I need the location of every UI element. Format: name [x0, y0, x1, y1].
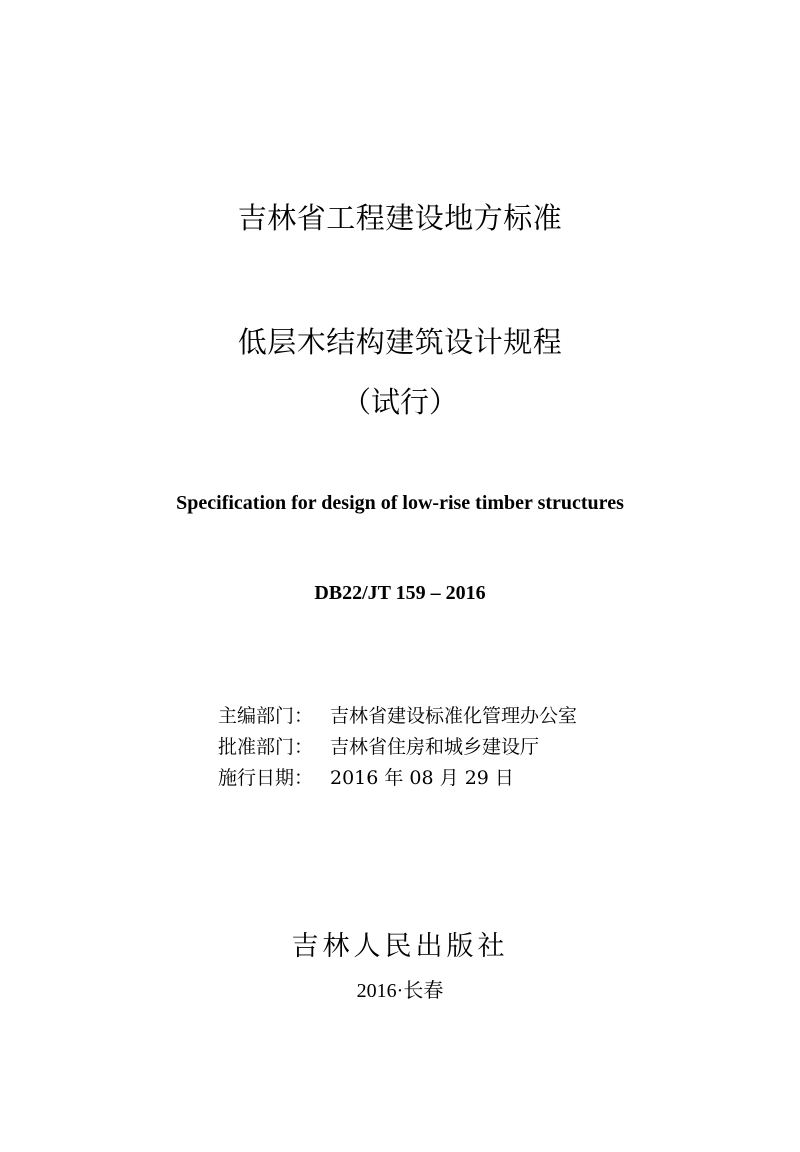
trial-note: （试行） — [341, 385, 458, 419]
english-title: Specification for design of low-rise timber structures — [176, 492, 624, 514]
info-value: 吉林省住房和城乡建设厅 — [330, 736, 540, 758]
info-label: 主编部门： — [218, 705, 314, 727]
info-row-editor — [218, 701, 577, 732]
standard-code: DB22/JT 159 – 2016 — [314, 582, 486, 604]
publication-info — [218, 701, 577, 794]
info-label: 施行日期： — [218, 767, 314, 789]
info-row-approver — [218, 732, 577, 763]
series-title: 吉林省工程建设地方标准 — [237, 201, 563, 235]
info-value: 2016 年 08 月 29 日 — [330, 767, 514, 789]
place-year: 2016·长春 — [356, 980, 444, 1002]
main-title: 低层木结构建筑设计规程 — [237, 325, 563, 359]
info-value: 吉林省建设标准化管理办公室 — [330, 705, 578, 727]
info-row-effective-date — [218, 763, 577, 794]
publisher: 吉林人民出版社 — [291, 931, 509, 962]
info-label: 批准部门： — [218, 736, 314, 758]
